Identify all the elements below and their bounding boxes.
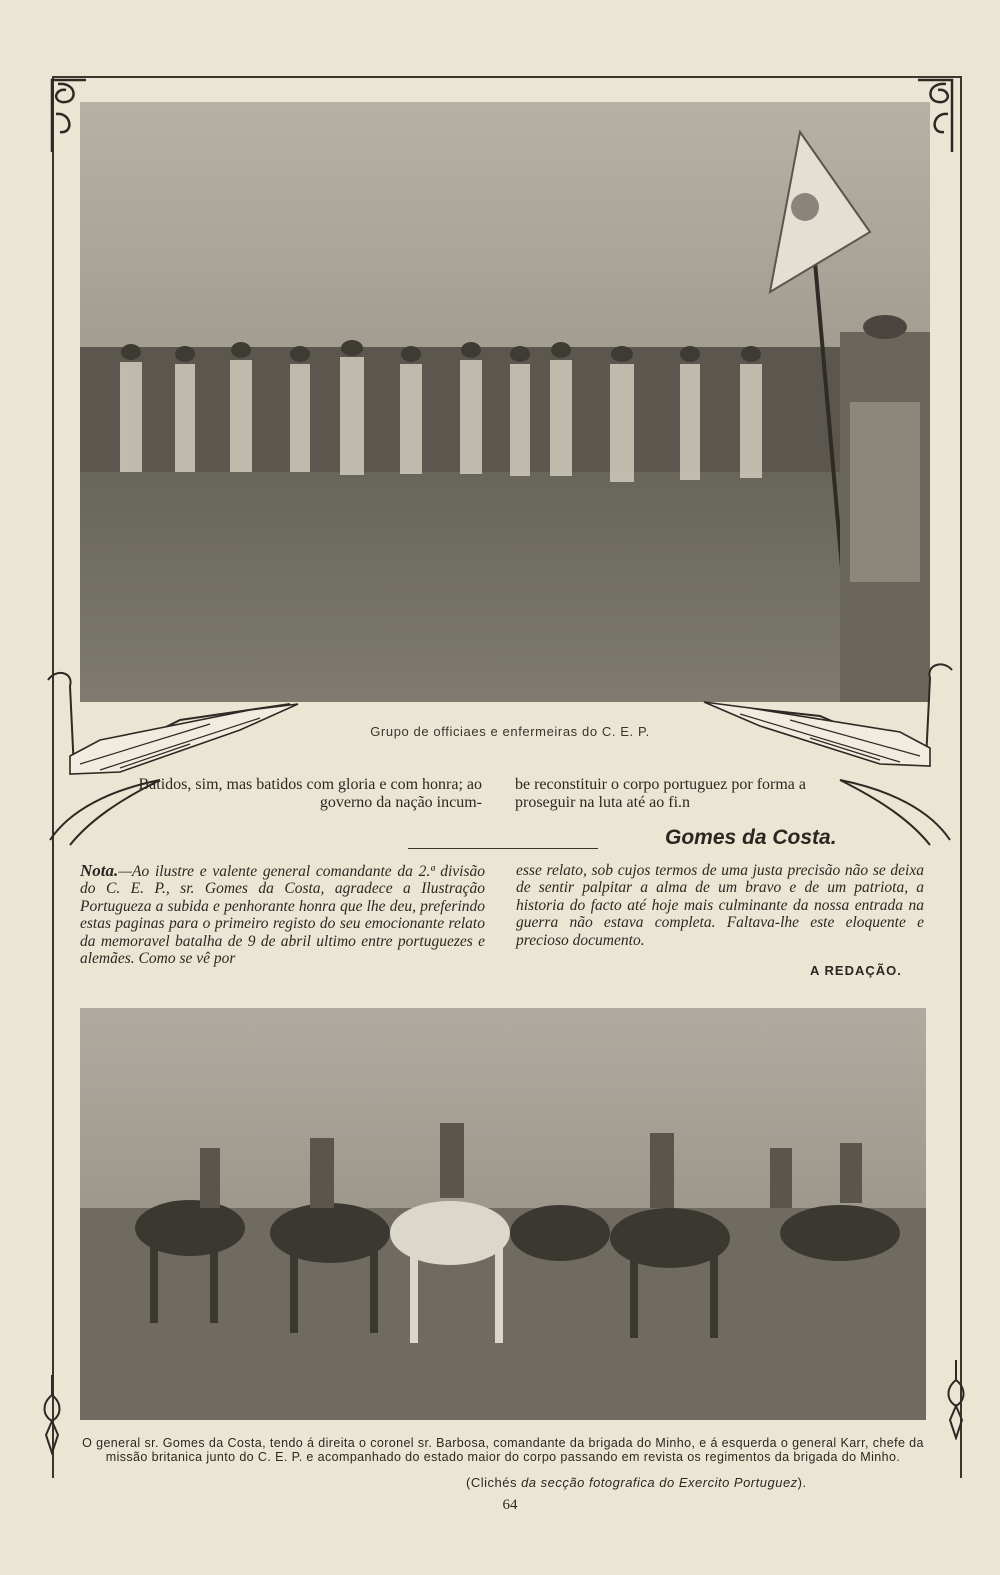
photo-credit	[466, 1475, 807, 1490]
page-number: 64	[502, 1497, 518, 1513]
photo-officers-and-nurses	[80, 102, 930, 702]
finial-ornament-left	[40, 1375, 64, 1455]
photo-general-review-on-horseback	[80, 1008, 926, 1420]
ribbon-ornament-right	[700, 660, 960, 850]
note-label: Nota.	[80, 861, 119, 880]
divider-rule	[408, 848, 598, 849]
author-signature: Gomes da Costa.	[665, 826, 837, 849]
top-photo-caption: Grupo de officiaes e enfermeiras do C. E. P.	[370, 724, 650, 739]
note-text-right: esse relato, sob cujos termos de uma justa precisão não se deixa de sentir palpitar a alma de um bravo e de um patriota, a historia do facto até hoje mais culminante da nossa entrada na guerra não estava completa. Faltava-lhe este eloquente e precioso documento.	[516, 862, 924, 949]
credit-prefix: (Clichés	[466, 1475, 522, 1490]
note-text-left	[80, 862, 485, 967]
finial-ornament-right	[944, 1360, 968, 1440]
body-text-left: Batidos, sim, mas batidos com gloria e com honra; ao governo da nação incum-	[138, 776, 482, 811]
body-text-right: be reconstituir o corpo portuguez por forma a proseguir na luta até ao fi.n	[515, 776, 807, 811]
credit-source: da secção fotografica do Exercito Portuguez	[521, 1475, 798, 1490]
bottom-photo-caption: O general sr. Gomes da Costa, tendo á direita o coronel sr. Barbosa, comandante da brigada do Minho, e á esquerda o general Karr, chefe da missão britanica junto do C. E. P. e acompanhado do estado maior do corpo passando em revista os regimentos da brigada do Minho.	[82, 1436, 924, 1464]
editorial-signature: A REDAÇÃO.	[810, 963, 902, 978]
ribbon-ornament-left	[40, 660, 300, 850]
note-left-body: —Ao ilustre e valente general comandante da 2.ª divisão do C. E. P., sr. Gomes da Costa, agradece a Ilustração Portugueza a subida e penhorante honra que lhe deu, preferindo estas paginas para o primeiro registo do seu emocionante relato da memoravel batalha de 9 de abril ultimo entre portuguezes e alemães. Como se vê por	[80, 863, 485, 968]
credit-suffix: ).	[797, 1475, 807, 1490]
